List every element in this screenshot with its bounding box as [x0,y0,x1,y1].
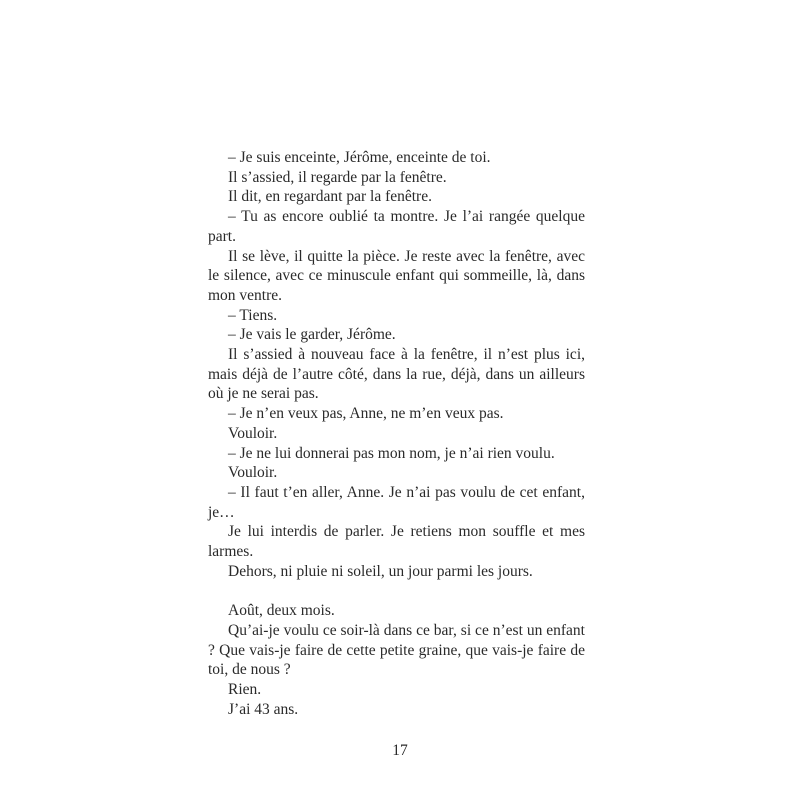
paragraph: Il dit, en regardant par la fenêtre. [228,188,432,206]
paragraph: Août, deux mois. [228,602,335,620]
paragraph: – Je n’en veux pas, Anne, ne m’en veux pas. [228,405,504,423]
paragraph: Dehors, ni pluie ni soleil, un jour parmi les jours. [228,562,533,580]
paragraph: – Tiens. [228,306,278,324]
paragraph: Il s’assied, il regarde par la fenêtre. [228,168,447,186]
paragraph: – Je ne lui donnerai pas mon nom, je n’ai rien voulu. [228,444,555,462]
section-break [208,581,585,601]
paragraph: J’ai 43 ans. [228,700,299,718]
paragraph: – Je suis enceinte, Jérôme, enceinte de toi. [228,149,491,166]
page-number: 17 [392,742,408,759]
paragraph: – Il faut t’en aller, Anne. Je n’ai pas voulu de cet enfant, je… [208,483,585,521]
paragraph: – Je vais le garder, Jérôme. [228,326,396,344]
paragraph: – Tu as encore oublié ta montre. Je l’ai rangée quelque part. [208,208,585,245]
paragraph: Rien. [228,680,262,698]
paragraph: Qu’ai-je voulu ce soir-là dans ce bar, si ce n’est un enfant ? Que vais-je faire de cette petite graine, que vais-je faire de toi, de nous ? [208,621,585,679]
paragraph: Je lui interdis de parler. Je retiens mon souffle et mes larmes. [208,523,585,561]
paragraph: Il s’assied à nouveau face à la fenêtre, il n’est plus ici, mais déjà de l’autre côté, dans la rue, déjà, dans un ailleurs où je ne serai pas. [208,346,585,403]
paragraph: Vouloir. [228,464,278,482]
paragraph: Vouloir. [228,424,278,442]
paragraph: Il se lève, il quitte la pièce. Je reste avec la fenêtre, avec le silence, avec ce minuscule enfant qui sommeille, là, dans mon ventre. [208,247,585,304]
body-text [208,148,585,719]
